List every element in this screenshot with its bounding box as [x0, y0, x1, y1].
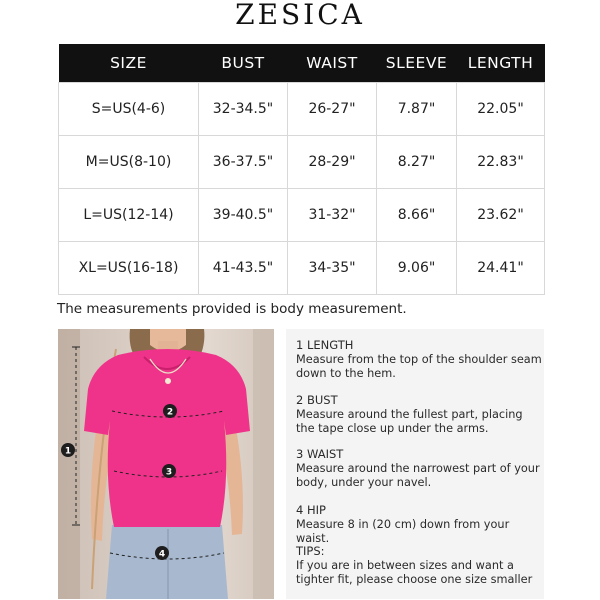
- size-chart-header-row: [59, 44, 545, 83]
- size-cell: L=US(12-14): [59, 189, 199, 242]
- header-waist: WAIST: [288, 44, 377, 83]
- size-cell: S=US(4-6): [59, 83, 199, 136]
- measurement-note: The measurements provided is body measurement.: [57, 301, 407, 317]
- guide-hip-text: Measure 8 in (20 cm) down from your waist.: [296, 517, 510, 545]
- svg-text:3: 3: [165, 467, 173, 478]
- guide-hip: [296, 503, 542, 547]
- guide-waist-title: 3 WAIST: [296, 447, 344, 461]
- waist-cell: 28-29": [288, 136, 377, 189]
- table-row: [59, 83, 545, 136]
- model-illustration: [58, 329, 274, 599]
- guide-hip-title: 4 HIP: [296, 503, 326, 517]
- waist-cell: 31-32": [288, 189, 377, 242]
- size-chart-table: [58, 44, 545, 295]
- table-row: [59, 242, 545, 295]
- length-cell: 22.05": [457, 83, 545, 136]
- marker-length: [61, 443, 75, 457]
- guide-tips: [296, 544, 542, 588]
- table-row: [59, 136, 545, 189]
- guide-length: [296, 338, 542, 382]
- guide-waist-text: Measure around the narrowest part of your body, under your navel.: [296, 461, 540, 489]
- model-photo: [58, 329, 274, 599]
- sleeve-cell: 8.66": [377, 189, 457, 242]
- guide-bust: [296, 393, 542, 437]
- header-sleeve: SLEEVE: [377, 44, 457, 83]
- brand-logo: ZESICA: [235, 0, 365, 31]
- guide-length-text: Measure from the top of the shoulder seam down to the hem.: [296, 352, 542, 380]
- length-cell: 22.83": [457, 136, 545, 189]
- guide-waist: [296, 447, 542, 491]
- guide-bust-text: Measure around the fullest part, placing the tape close up under the arms.: [296, 407, 523, 435]
- length-cell: 24.41": [457, 242, 545, 295]
- marker-waist: [162, 464, 176, 478]
- svg-text:1: 1: [64, 446, 72, 457]
- svg-text:4: 4: [158, 549, 166, 560]
- header-length: LENGTH: [457, 44, 545, 83]
- sleeve-cell: 8.27": [377, 136, 457, 189]
- sleeve-cell: 9.06": [377, 242, 457, 295]
- table-row: [59, 189, 545, 242]
- measurement-guide-panel: [286, 329, 544, 599]
- guide-length-title: 1 LENGTH: [296, 338, 354, 352]
- waist-cell: 26-27": [288, 83, 377, 136]
- marker-hip: [155, 546, 169, 560]
- size-cell: M=US(8-10): [59, 136, 199, 189]
- guide-tips-text: If you are in between sizes and want a tighter fit, please choose one size smaller: [296, 558, 533, 586]
- marker-bust: [163, 404, 177, 418]
- sleeve-cell: 7.87": [377, 83, 457, 136]
- svg-text:2: 2: [166, 407, 174, 418]
- length-cell: 23.62": [457, 189, 545, 242]
- size-cell: XL=US(16-18): [59, 242, 199, 295]
- waist-cell: 34-35": [288, 242, 377, 295]
- header-size: SIZE: [59, 44, 199, 83]
- bust-cell: 41-43.5": [199, 242, 288, 295]
- bust-cell: 39-40.5": [199, 189, 288, 242]
- guide-tips-title: TIPS:: [296, 544, 325, 558]
- bust-cell: 36-37.5": [199, 136, 288, 189]
- bust-cell: 32-34.5": [199, 83, 288, 136]
- guide-bust-title: 2 BUST: [296, 393, 338, 407]
- header-bust: BUST: [199, 44, 288, 83]
